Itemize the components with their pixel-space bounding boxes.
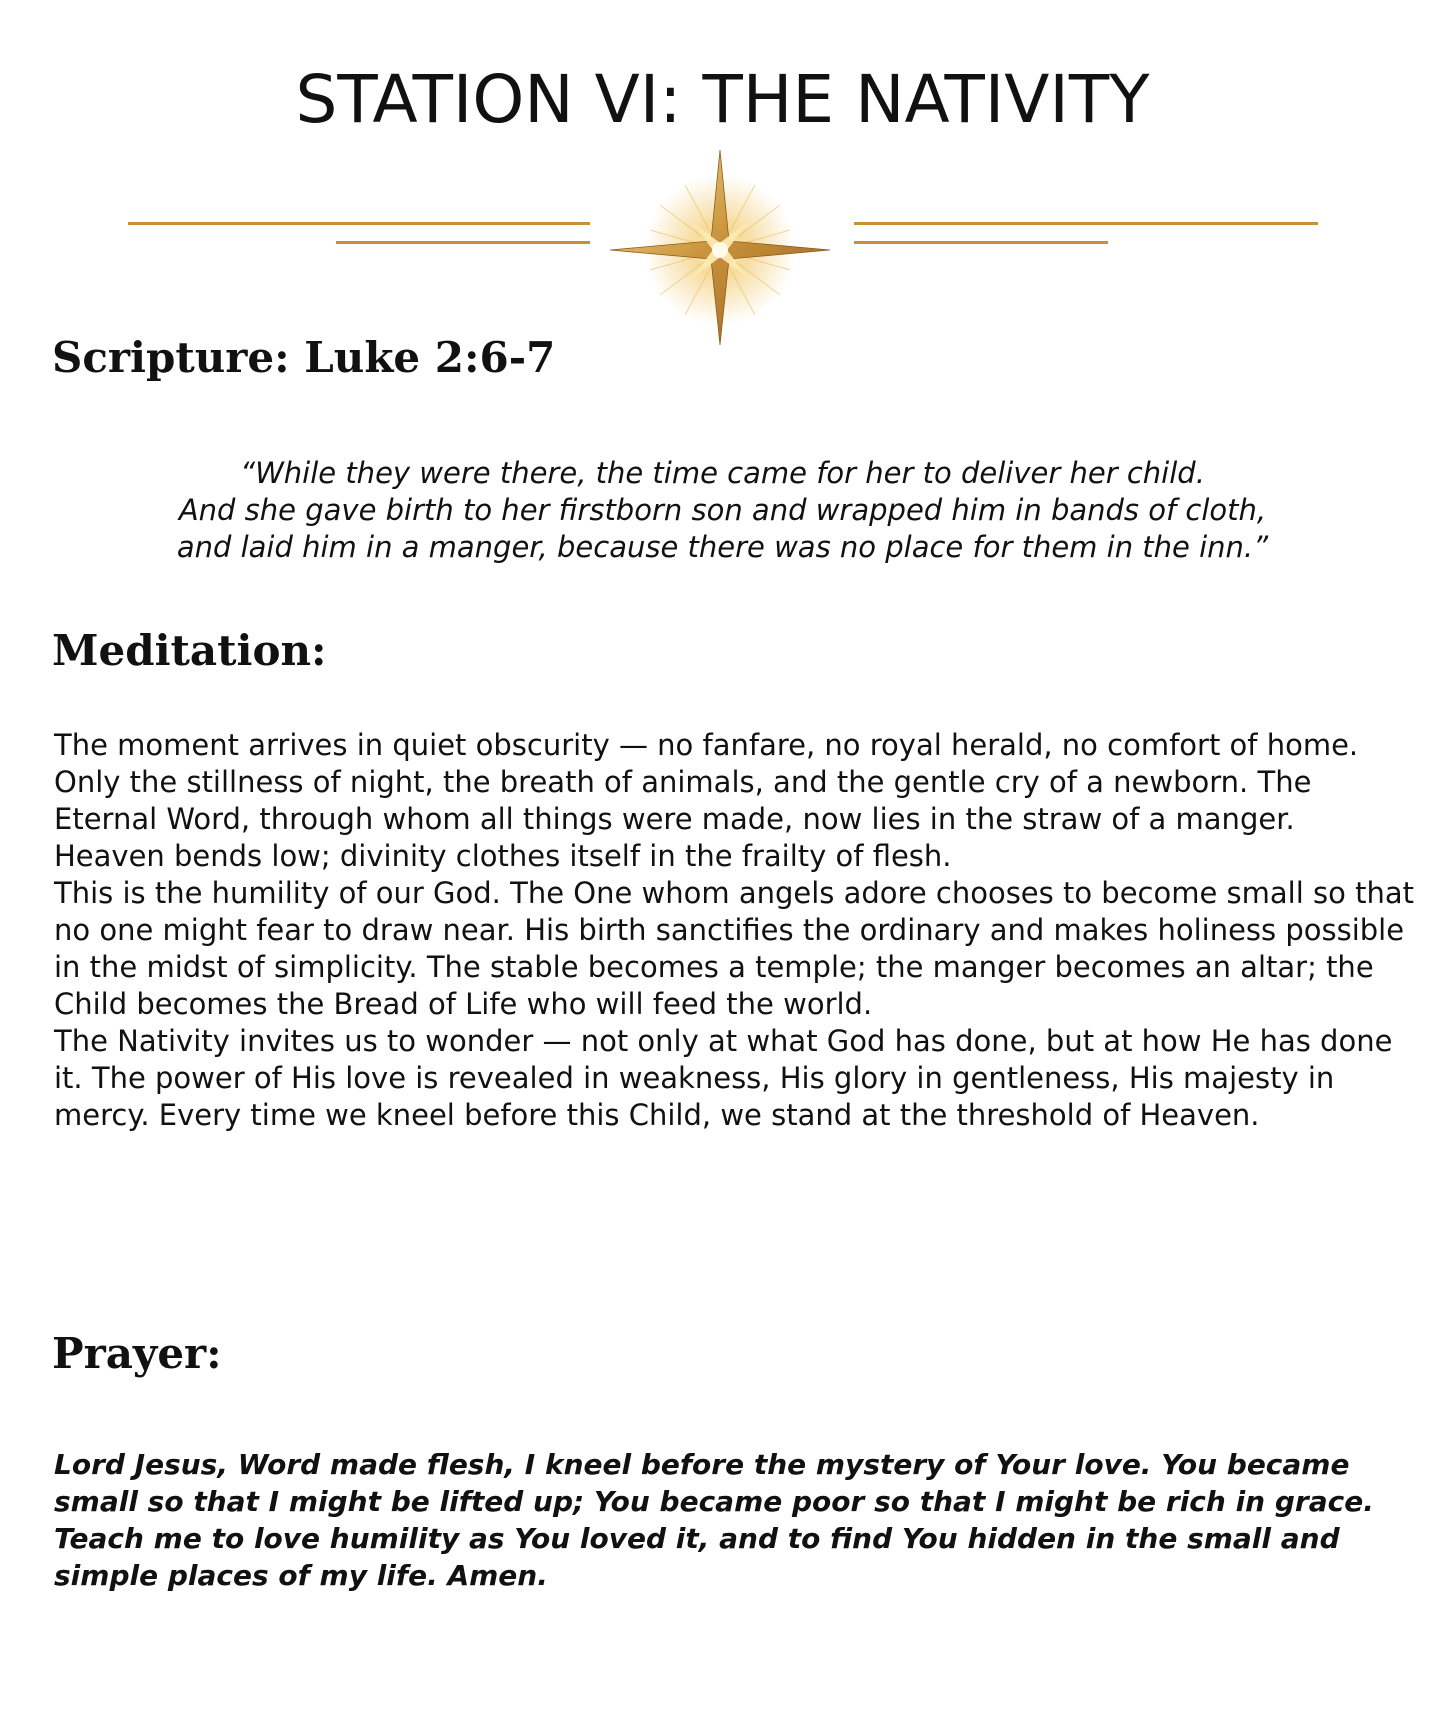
divider-line-left-top — [128, 222, 590, 225]
meditation-body — [54, 727, 1414, 1134]
quote-line: “While they were there, the time came for her to deliver her child. — [240, 456, 1205, 490]
divider-line-right-bottom — [854, 241, 1108, 244]
divider-line-left-bottom — [336, 241, 590, 244]
page-title: STATION VI: THE NATIVITY — [295, 61, 1150, 138]
quote-line: And she gave birth to her firstborn son and wrapped him in bands of cloth, — [178, 493, 1267, 527]
divider-line-right-top — [854, 222, 1318, 225]
meditation-paragraph: The Nativity invites us to wonder — not only at what God has done, but at how He has done it. The power of His love is revealed in weakness, His glory in gentleness, His majesty in mercy. Every time we kneel before this Child, we stand at the threshold of Heaven. — [54, 1024, 1393, 1132]
star-icon — [610, 150, 830, 345]
meditation-paragraph: The moment arrives in quiet obscurity — no fanfare, no royal herald, no comfort of home. Only the stillness of night, the breath of animals, and the gentle cry of a newborn. The Eternal Word, through whom all things were made, now lies in the straw of a manger. Heaven bends low; divinity clothes itself in the frailty of flesh. — [54, 728, 1359, 873]
prayer-heading: Prayer: — [52, 1329, 222, 1378]
scripture-heading: Scripture: Luke 2:6-7 — [52, 333, 556, 382]
scripture-quote — [60, 455, 1385, 566]
meditation-heading: Meditation: — [52, 626, 327, 675]
prayer-text: Lord Jesus, Word made flesh, I kneel before the mystery of Your love. You became small so that I might be lifted up; You became poor so that I might be rich in grace. Teach me to love humility as You loved it, and to find You hidden in the small and simple places of my life. Amen. — [54, 1448, 1374, 1592]
quote-line: and laid him in a manger, because there was no place for them in the inn.” — [176, 530, 1269, 564]
meditation-paragraph: This is the humility of our God. The One whom angels adore chooses to become small so that no one might fear to draw near. His birth sanctifies the ordinary and makes holiness possible in the midst of simplicity. The stable becomes a temple; the manger becomes an altar; the Child becomes the Bread of Life who will feed the world. — [54, 876, 1414, 1021]
star-ornament — [0, 145, 1445, 355]
